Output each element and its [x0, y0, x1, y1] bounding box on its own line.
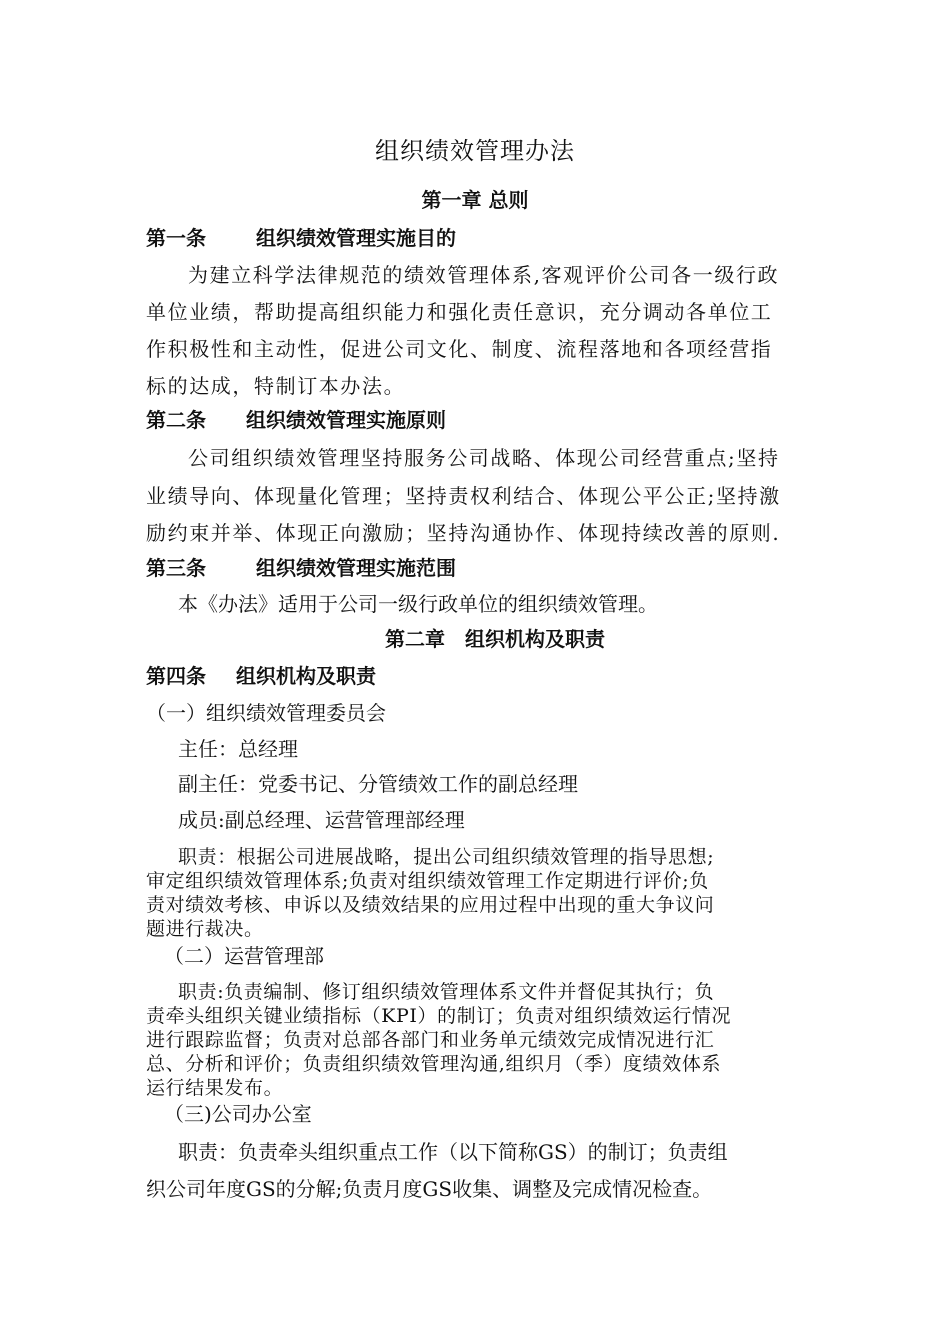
article-2-heading: 组织绩效管理实施原则 — [246, 408, 446, 432]
ops-heading: （二）运营管理部 — [164, 944, 324, 968]
article-2-line-1: 公司组织绩效管理坚持服务公司战略、体现公司经营重点;坚持 — [188, 446, 780, 470]
ops-duty-line-4: 总、分析和评价；负责组织绩效管理沟通,组织月（季）度绩效体系 — [146, 1053, 722, 1075]
article-3-line-1: 本《办法》适用于公司一级行政单位的组织绩效管理。 — [178, 592, 658, 616]
article-1-heading: 组织绩效管理实施目的 — [256, 226, 456, 250]
committee-duty-line-4: 题进行裁决。 — [146, 918, 264, 940]
article-1-line-2: 单位业绩，帮助提高组织能力和强化责任意识，充分调动各单位工 — [146, 300, 773, 324]
chapter-2-heading: 第二章 组织机构及职责 — [385, 627, 605, 651]
committee-duty-line-3: 责对绩效考核、申诉以及绩效结果的应用过程中出现的重大争议问 — [146, 894, 715, 916]
article-2-line-3: 励约束并举、体现正向激励；坚持沟通协作、体现持续改善的原则. — [146, 521, 781, 545]
committee-members: 成员:副总经理、运营管理部经理 — [178, 808, 465, 832]
ops-duty-line-3: 进行跟踪监督；负责对总部各部门和业务单元绩效完成情况进行汇 — [146, 1029, 715, 1051]
article-1-line-1: 为建立科学法律规范的绩效管理体系,客观评价公司各一级行政 — [188, 263, 780, 287]
committee-director: 主任：总经理 — [178, 737, 298, 761]
ops-duty-line-1: 职责:负责编制、修订组织绩效管理体系文件并督促其执行；负 — [178, 981, 715, 1003]
document-title: 组织绩效管理办法 — [375, 137, 575, 165]
office-heading: （三)公司办公室 — [164, 1102, 312, 1126]
committee-heading: （一）组织绩效管理委员会 — [146, 701, 386, 725]
article-1-line-3: 作积极性和主动性，促进公司文化、制度、流程落地和各项经营指 — [146, 337, 773, 361]
article-4-label: 第四条 — [146, 664, 206, 688]
committee-deputy: 副主任：党委书记、分管绩效工作的副总经理 — [178, 772, 578, 796]
chapter-1-heading: 第一章 总则 — [421, 188, 529, 212]
article-2-label: 第二条 — [146, 408, 206, 432]
article-3-heading: 组织绩效管理实施范围 — [256, 556, 456, 580]
ops-duty-line-5: 运行结果发布。 — [146, 1077, 284, 1099]
office-duty-line-1: 职责：负责牵头组织重点工作（以下简称GS）的制订；负责组 — [178, 1140, 728, 1164]
article-2-line-2: 业绩导向、体现量化管理；坚持责权利结合、体现公平公正;坚持激 — [146, 484, 781, 508]
article-1-label: 第一条 — [146, 226, 206, 250]
office-duty-line-2: 织公司年度GS的分解;负责月度GS收集、调整及完成情况检查。 — [146, 1177, 713, 1201]
article-1-line-4: 标的达成，特制订本办法。 — [146, 374, 406, 398]
committee-duty-line-1: 职责：根据公司进展战略，提出公司组织绩效管理的指导思想; — [178, 846, 715, 868]
ops-duty-line-2: 责牵头组织关键业绩指标（KPI）的制订；负责对组织绩效运行情况 — [146, 1005, 732, 1027]
article-3-label: 第三条 — [146, 556, 206, 580]
committee-duty-line-2: 审定组织绩效管理体系;负责对组织绩效管理工作定期进行评价;负 — [146, 870, 709, 892]
article-4-heading: 组织机构及职责 — [236, 664, 376, 688]
